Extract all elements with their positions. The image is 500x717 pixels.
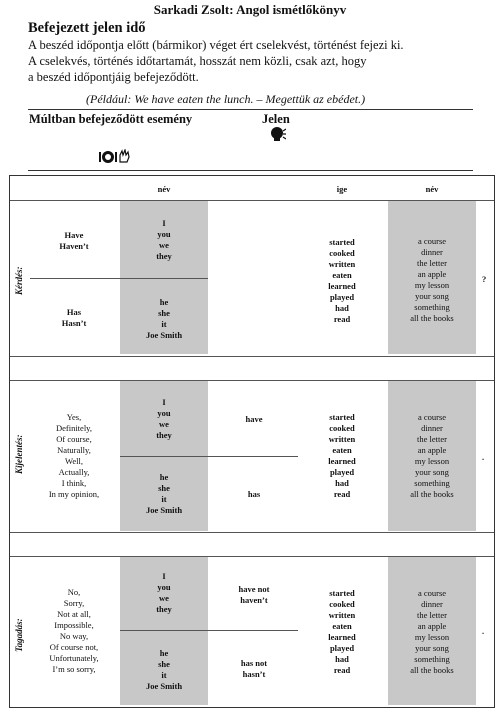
kijelentes-mid-rule	[120, 456, 298, 457]
section-divider-1a	[10, 356, 494, 357]
aux-have-not: have not haven’t	[238, 584, 270, 605]
aux-has-not: has not hasn’t	[240, 658, 268, 679]
timeline-past-label: Múltban befejeződött esemény	[29, 112, 193, 126]
description-line-1: A beszéd időpontja előtt (bármikor) véget ért cselekvést, történést fejezi ki.	[28, 38, 404, 52]
negation-period: .	[482, 626, 485, 636]
timeline-bottom-rule	[28, 170, 473, 171]
tagadas-objects: a course dinner the letter an apple my lesson your song something all the books	[410, 588, 454, 675]
statement-openers: Yes, Definitely, Of course, Naturally, Well, Actually, I think, In my opinion,	[48, 412, 100, 499]
plate-fork-icon	[99, 150, 117, 164]
kerdes-objects: a course dinner the letter an apple my lesson your song something all the books	[410, 236, 454, 323]
aux-has: has	[247, 489, 261, 499]
statement-period: .	[482, 452, 485, 462]
tagadas-verbs: started cooked written eaten learned played had read	[328, 588, 356, 675]
section-title: Befejezett jelen idő	[28, 20, 146, 36]
kerdes-subjects-singular: he she it Joe Smith	[145, 297, 183, 340]
negation-openers: No, Sorry, Not at all, Impossible, No way, Of course not, Unfortunately, I’m so sorry,	[49, 587, 99, 674]
book-title: Sarkadi Zsolt: Angol ismétlőkönyv	[153, 2, 347, 17]
kerdes-subjects-plural: I you we they	[156, 218, 172, 261]
section-label-kijelentes: Kijelentés:	[14, 434, 24, 474]
kijelentes-verbs: started cooked written eaten learned played had read	[328, 412, 356, 499]
question-mark: ?	[482, 274, 487, 284]
timeline-present-label: Jelen	[262, 112, 290, 126]
kijelentes-subjects-plural: I you we they	[156, 397, 172, 440]
description-line-3: a beszéd időpontjáig befejeződött.	[28, 70, 199, 84]
section-label-kerdes: Kérdés:	[14, 266, 24, 295]
speaker-head-icon	[270, 126, 286, 142]
aux-have-question: Have Haven’t	[59, 230, 89, 251]
tagadas-subjects-singular: he she it Joe Smith	[145, 648, 183, 691]
description-line-2: A cselekvés, történés időtartamát, hosszát nem közli, csak azt, hogy	[28, 54, 367, 68]
header-nev-1: név	[157, 184, 171, 194]
kijelentes-subjects-singular: he she it Joe Smith	[145, 472, 183, 515]
kerdes-verbs: started cooked written eaten learned played had read	[328, 237, 356, 324]
hand-icon	[118, 149, 130, 163]
kerdes-mid-rule	[30, 278, 208, 279]
aux-have: have	[245, 414, 263, 424]
example-sentence: (Például: We have eaten the lunch. – Megettük az ebédet.)	[86, 92, 366, 106]
tagadas-mid-rule	[120, 630, 298, 631]
kijelentes-objects: a course dinner the letter an apple my lesson your song something all the books	[410, 412, 454, 499]
section-divider-2a	[10, 532, 494, 533]
section-label-tagadas: Tagadás:	[14, 618, 24, 652]
tagadas-subjects-plural: I you we they	[156, 571, 172, 614]
header-nev-2: név	[425, 184, 439, 194]
header-ige: ige	[336, 184, 348, 194]
aux-has-question: Has Hasn’t	[61, 307, 87, 328]
timeline-top-rule	[28, 109, 473, 110]
